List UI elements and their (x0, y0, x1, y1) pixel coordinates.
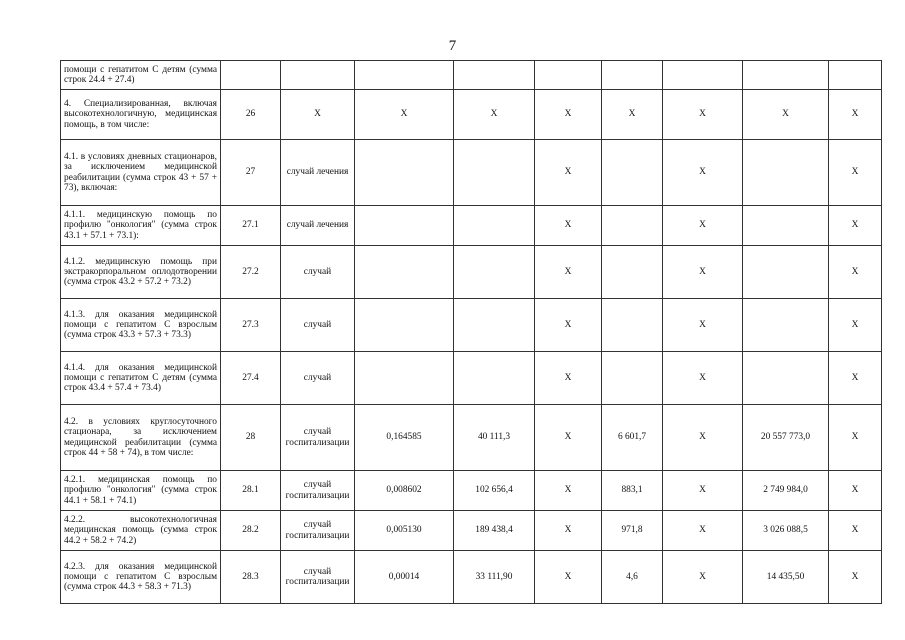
col10-cell: Х (829, 90, 882, 140)
volume-cell: 0,00014 (355, 551, 454, 604)
col8-cell: Х (663, 551, 743, 604)
cost-cell (454, 299, 535, 352)
col6-cell: Х (535, 246, 602, 299)
table-row (61, 61, 882, 90)
total-cell: 3 026 088,5 (743, 511, 829, 551)
col10-cell: Х (829, 551, 882, 604)
row-code-cell: 27.4 (221, 352, 281, 405)
volume-cell (355, 299, 454, 352)
row-name-cell: 4.1.4. для оказания медицинской помощи с гепатитом С детям (сумма строк 43.4 + 57.4 + 73.4) (61, 352, 221, 405)
data-table (60, 60, 882, 604)
col8-cell: Х (663, 471, 743, 511)
unit-cell: случай госпитализации (281, 551, 355, 604)
unit-cell: Х (281, 90, 355, 140)
per-capita-cell: Х (602, 90, 663, 140)
col8-cell: Х (663, 246, 743, 299)
per-capita-cell: 883,1 (602, 471, 663, 511)
unit-cell: случай (281, 246, 355, 299)
per-capita-cell (602, 246, 663, 299)
total-cell (743, 206, 829, 246)
volume-cell: Х (355, 90, 454, 140)
unit-cell: случай (281, 352, 355, 405)
cost-cell (454, 352, 535, 405)
col6-cell: Х (535, 352, 602, 405)
volume-cell: 0,005130 (355, 511, 454, 551)
col8-cell: Х (663, 511, 743, 551)
table-row (61, 140, 882, 206)
col8-cell (663, 61, 743, 90)
row-name-cell: 4.1.1. медицинскую помощь по профилю "онкология" (сумма строк 43.1 + 57.1 + 73.1): (61, 206, 221, 246)
row-code-cell: 28.1 (221, 471, 281, 511)
row-name-cell: 4.2. в условиях круглосуточного стационара, за исключением медицинской реабилитации (сумма строк 44 + 58 + 74), в том числе: (61, 405, 221, 471)
row-name-cell: 4.1.2. медицинскую помощь при экстракорпоральном оплодотворении (сумма строк 43.2 + 57.2 + 73.2) (61, 246, 221, 299)
row-code-cell: 27.3 (221, 299, 281, 352)
total-cell (743, 61, 829, 90)
cost-cell (454, 246, 535, 299)
cost-cell: 33 111,90 (454, 551, 535, 604)
per-capita-cell (602, 61, 663, 90)
unit-cell: случай госпитализации (281, 405, 355, 471)
page-number: 7 (448, 38, 457, 54)
row-code-cell: 26 (221, 90, 281, 140)
row-code-cell: 28 (221, 405, 281, 471)
per-capita-cell: 6 601,7 (602, 405, 663, 471)
cost-cell: 189 438,4 (454, 511, 535, 551)
row-code-cell (221, 61, 281, 90)
row-code-cell: 28.3 (221, 551, 281, 604)
col10-cell: Х (829, 511, 882, 551)
col6-cell: Х (535, 299, 602, 352)
volume-cell (355, 352, 454, 405)
volume-cell (355, 246, 454, 299)
col10-cell: Х (829, 352, 882, 405)
table-row (61, 246, 882, 299)
per-capita-cell: 971,8 (602, 511, 663, 551)
total-cell (743, 246, 829, 299)
row-name-cell: 4.2.3. для оказания медицинской помощи с гепатитом С взрослым (сумма строк 44.3 + 58.3 + 71.3) (61, 551, 221, 604)
row-name-cell: 4.1.3. для оказания медицинской помощи с гепатитом С взрослым (сумма строк 43.3 + 57.3 + 73.3) (61, 299, 221, 352)
unit-cell (281, 61, 355, 90)
unit-cell: случай лечения (281, 206, 355, 246)
table-row (61, 471, 882, 511)
unit-cell: случай (281, 299, 355, 352)
col10-cell: Х (829, 246, 882, 299)
row-code-cell: 28.2 (221, 511, 281, 551)
total-cell: 14 435,50 (743, 551, 829, 604)
per-capita-cell (602, 299, 663, 352)
table-row (61, 299, 882, 352)
table-row (61, 405, 882, 471)
col10-cell (829, 61, 882, 90)
col10-cell: Х (829, 299, 882, 352)
per-capita-cell (602, 206, 663, 246)
col6-cell: Х (535, 551, 602, 604)
row-name-cell: 4. Специализированная, включая высокотехнологичную, медицинская помощь, в том числе: (61, 90, 221, 140)
col10-cell: Х (829, 405, 882, 471)
cost-cell (454, 61, 535, 90)
volume-cell (355, 61, 454, 90)
table-row (61, 90, 882, 140)
total-cell (743, 140, 829, 206)
per-capita-cell: 4,6 (602, 551, 663, 604)
volume-cell (355, 206, 454, 246)
col6-cell (535, 61, 602, 90)
col8-cell: Х (663, 206, 743, 246)
col8-cell: Х (663, 405, 743, 471)
per-capita-cell (602, 352, 663, 405)
col10-cell: Х (829, 206, 882, 246)
total-cell (743, 352, 829, 405)
col6-cell: Х (535, 140, 602, 206)
volume-cell (355, 140, 454, 206)
col10-cell: Х (829, 471, 882, 511)
row-code-cell: 27 (221, 140, 281, 206)
col6-cell: Х (535, 511, 602, 551)
per-capita-cell (602, 140, 663, 206)
unit-cell: случай лечения (281, 140, 355, 206)
volume-cell: 0,008602 (355, 471, 454, 511)
row-name-cell: 4.2.2. высокотехнологичная медицинская помощь (сумма строк 44.2 + 58.2 + 74.2) (61, 511, 221, 551)
col6-cell: Х (535, 206, 602, 246)
cost-cell (454, 206, 535, 246)
col6-cell: Х (535, 471, 602, 511)
row-name-cell: 4.1. в условиях дневных стационаров, за исключением медицинской реабилитации (сумма строк 43 + 57 + 73), включая: (61, 140, 221, 206)
cost-cell: 40 111,3 (454, 405, 535, 471)
cost-cell: Х (454, 90, 535, 140)
col8-cell: Х (663, 352, 743, 405)
col6-cell: Х (535, 405, 602, 471)
total-cell (743, 299, 829, 352)
cost-cell (454, 140, 535, 206)
col8-cell: Х (663, 90, 743, 140)
table-body (61, 61, 882, 604)
unit-cell: случай госпитализации (281, 511, 355, 551)
row-name-cell: помощи с гепатитом С детям (сумма строк 24.4 + 27.4) (61, 61, 221, 90)
cost-cell: 102 656,4 (454, 471, 535, 511)
total-cell: Х (743, 90, 829, 140)
volume-cell: 0,164585 (355, 405, 454, 471)
row-code-cell: 27.1 (221, 206, 281, 246)
unit-cell: случай госпитализации (281, 471, 355, 511)
table-row (61, 206, 882, 246)
total-cell: 2 749 984,0 (743, 471, 829, 511)
table-row (61, 352, 882, 405)
row-code-cell: 27.2 (221, 246, 281, 299)
table-row (61, 511, 882, 551)
row-name-cell: 4.2.1. медицинская помощь по профилю "онкология" (сумма строк 44.1 + 58.1 + 74.1) (61, 471, 221, 511)
col10-cell: Х (829, 140, 882, 206)
col6-cell: Х (535, 90, 602, 140)
col8-cell: Х (663, 140, 743, 206)
table-row (61, 551, 882, 604)
col8-cell: Х (663, 299, 743, 352)
total-cell: 20 557 773,0 (743, 405, 829, 471)
